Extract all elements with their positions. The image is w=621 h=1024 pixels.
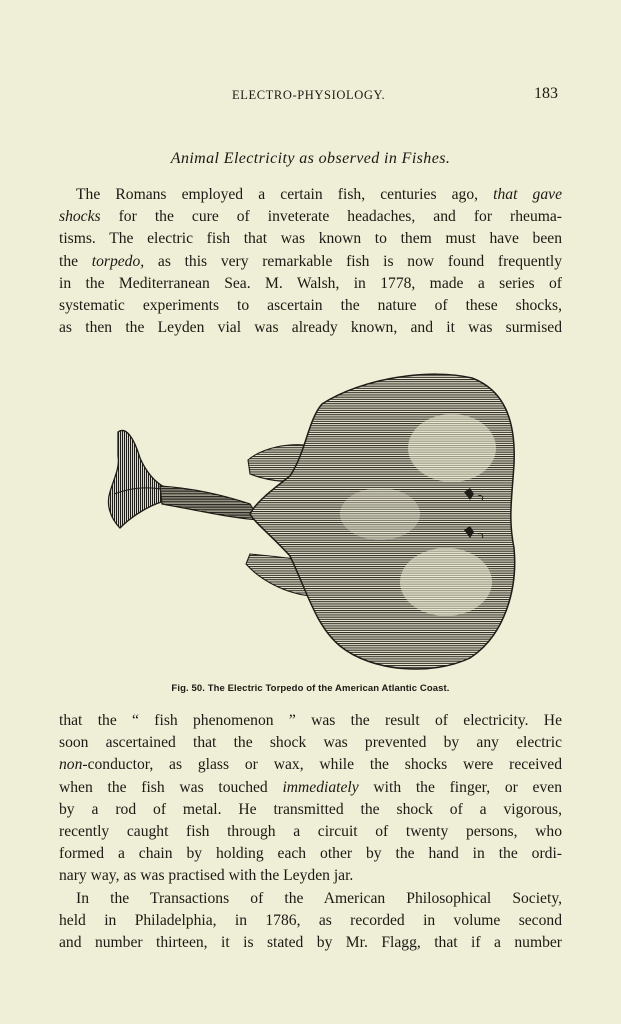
- text-span: as this very remarkable fish is now found frequently: [144, 252, 562, 270]
- italic-span: torpedo,: [91, 252, 145, 270]
- text-line: formed a chain by holding each other by the hand in the ordi-: [59, 845, 562, 863]
- text-line: soon ascertained that the shock was prevented by any electric: [59, 734, 562, 752]
- italic-span: immediately: [282, 778, 359, 796]
- section-title: Animal Electricity as observed in Fishes.: [170, 150, 451, 167]
- paragraph-1: [59, 184, 562, 339]
- text-line: in the Mediterranean Sea. M. Walsh, in 1778, made a series of: [59, 274, 562, 292]
- text-line: [59, 754, 562, 776]
- text-line: systematic experiments to ascertain the nature of these shocks,: [59, 296, 562, 314]
- text-span: with the finger, or even: [358, 778, 562, 796]
- text-span: conductor, as glass or wax, while the shocks were received: [87, 756, 562, 774]
- italic-span: shocks: [59, 208, 101, 226]
- text-line: nary way, as was practised with the Leyden jar.: [59, 867, 354, 885]
- text-line: [59, 251, 562, 273]
- text-span: for the cure of inveterate headaches, and for rheuma-: [100, 208, 562, 226]
- text-span: The Romans employed a certain fish, centuries ago,: [76, 186, 494, 203]
- text-line: [59, 206, 562, 228]
- text-line: held in Philadelphia, in 1786, as recorded in volume second: [59, 911, 562, 929]
- text-line: [59, 777, 562, 799]
- paragraph-2: [59, 710, 562, 888]
- text-span: the: [59, 252, 92, 270]
- text-line: recently caught fish through a circuit of twenty persons, who: [59, 822, 562, 840]
- paragraph-3: [59, 888, 562, 955]
- page-number: 183: [534, 85, 558, 102]
- text-line: In the Transactions of the American Philosophical Society,: [76, 889, 562, 907]
- torpedo-fish-engraving-icon: [100, 368, 520, 678]
- text-line: by a rod of metal. He transmitted the shock of a vigorous,: [59, 800, 562, 818]
- italic-span: that gave: [493, 186, 562, 203]
- running-title: ELECTRO-PHYSIOLOGY.: [232, 88, 386, 102]
- italic-span: non-: [59, 756, 88, 774]
- text-line: that the “ fish phenomenon ” was the result of electricity. He: [59, 712, 562, 729]
- torpedo-fish-figure: [100, 368, 520, 678]
- text-span: when the fish was touched: [59, 778, 283, 796]
- text-line: and number thirteen, it is stated by Mr. Flagg, that if a number: [59, 933, 562, 951]
- text-line: [59, 184, 562, 206]
- running-head: [0, 85, 621, 108]
- text-line: tisms. The electric fish that was known to them must have been: [59, 230, 562, 248]
- text-line: as then the Leyden vial was already known, and it was surmised: [59, 319, 562, 337]
- figure-caption: Fig. 50. The Electric Torpedo of the American Atlantic Coast.: [171, 683, 450, 694]
